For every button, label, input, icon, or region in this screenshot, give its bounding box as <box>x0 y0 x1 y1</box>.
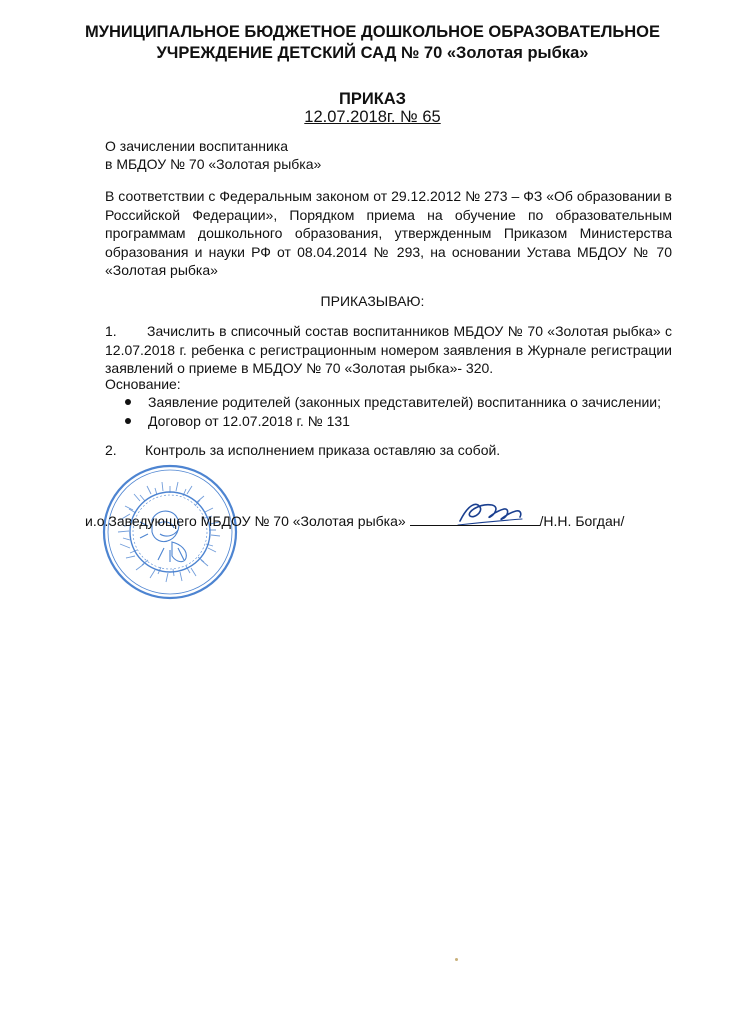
organization-header-line-1: МУНИЦИПАЛЬНОЕ БЮДЖЕТНОЕ ДОШКОЛЬНОЕ ОБРАЗОВАТЕЛЬНОЕ <box>84 23 661 41</box>
basis-entry-text: Договор от 12.07.2018 г. № 131 <box>148 413 350 429</box>
order-word: ПРИКАЗЫВАЮ: <box>320 293 425 309</box>
order-date-number <box>0 108 745 127</box>
signature-line <box>85 511 624 530</box>
order-title: ПРИКАЗ <box>338 90 407 108</box>
basis-entry <box>105 393 661 412</box>
organization-header-line-2: УЧРЕЖДЕНИЕ ДЕТСКИЙ САД № 70 «Золотая рыбка» <box>156 44 589 62</box>
basis-list <box>105 393 661 431</box>
bullet-icon <box>125 418 131 424</box>
basis-entry-text: Заявление родителей (законных представителей) воспитанника о зачислении; <box>148 394 661 410</box>
order-item-1-text: Зачислить в списочный состав воспитанников МБДОУ № 70 «Золотая рыбка» с 12.07.2018 г. ребенка с регистрационным номером заявления в Журнале регистрации заявлений о приеме в МБДОУ № 70 «Золотая рыбка»- 320. <box>105 323 672 376</box>
signature-blank <box>410 511 540 526</box>
subject-line-2: в МБДОУ № 70 «Золотая рыбка» <box>105 156 322 172</box>
signatory-name: /Н.Н. Богдан/ <box>539 513 625 529</box>
order-item-2-number: 2. <box>105 442 117 458</box>
order-item-1 <box>105 322 672 378</box>
preamble-paragraph: В соответствии с Федеральным законом от 29.12.2012 № 273 – ФЗ «Об образовании в Российской Федерации», Порядком приема на обучение по образовательным программам дошкольного образования, утвержденным Приказом Министерства образования и науки РФ от 08.04.2014 № 293, на основании Устава МБДОУ № 70 «Золотая рыбка» <box>105 188 672 278</box>
organization-header <box>40 22 705 64</box>
order-item-2-text: Контроль за исполнением приказа оставляю за собой. <box>145 442 501 458</box>
basis-label: Основание: <box>105 376 181 392</box>
order-item-2 <box>105 441 500 459</box>
subject-line-1: О зачислении воспитанника <box>105 138 289 154</box>
order-subject <box>105 137 321 173</box>
basis-entry <box>105 412 661 431</box>
bullet-icon <box>125 399 131 405</box>
order-date-number-text: 12.07.2018г. № 65 <box>304 108 441 126</box>
scan-speck <box>455 958 458 961</box>
official-seal-stamp <box>100 462 240 602</box>
order-item-1-number: 1. <box>105 323 117 339</box>
signatory-position: и.о.Заведующего МБДОУ № 70 «Золотая рыбка» <box>85 513 406 529</box>
